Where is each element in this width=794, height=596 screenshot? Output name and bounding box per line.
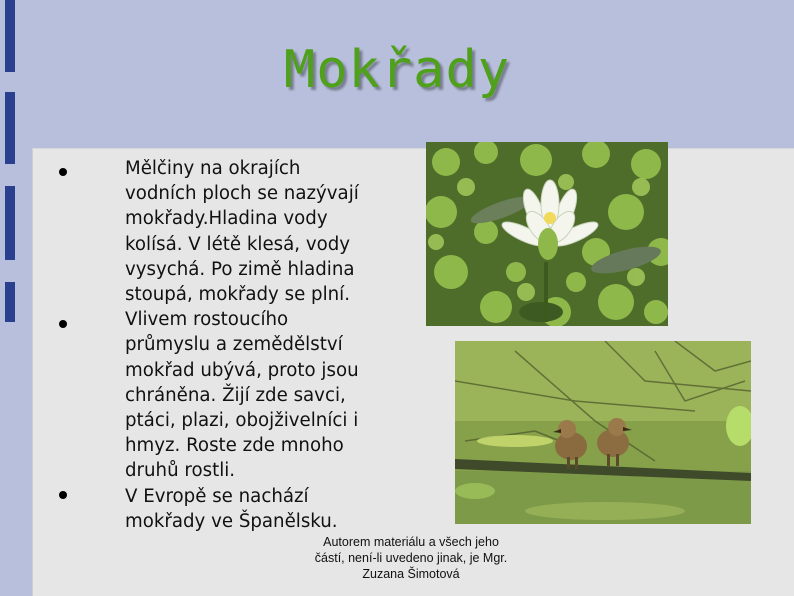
author-line: Autorem materiálu a všech jeho [323, 535, 499, 549]
bullet-dot [59, 168, 67, 176]
text-line: chráněna. Žijí zde savci, [125, 384, 346, 406]
text-line: kolísá. V létě klesá, vody [125, 233, 351, 255]
stripe-decoration [5, 282, 15, 322]
text-line: vysychá. Po zimě hladina [125, 258, 355, 280]
bullet-dot [59, 491, 67, 499]
stripe-decoration [5, 92, 15, 164]
author-line: Zuzana Šimotová [362, 567, 460, 581]
slide-title: Mokřady [283, 40, 511, 100]
text-line: Mělčiny na okrajích [125, 158, 301, 179]
author-note [296, 534, 526, 582]
text-line: V Evropě se nachází [125, 485, 309, 507]
ducks-photo [455, 341, 751, 524]
text-line: vodních ploch se nazývají [125, 183, 359, 205]
text-line: mokřady.Hladina vody [125, 208, 328, 230]
text-line: druhů rostli. [125, 460, 236, 482]
text-line: stoupá, mokřady se plní. [125, 284, 351, 306]
text-line: ptáci, plazi, obojživelníci i [125, 410, 359, 432]
stripe-decoration [5, 186, 15, 260]
text-line: mokřad ubývá, proto jsou [125, 359, 359, 381]
text-line: Vlivem rostoucího [125, 309, 289, 331]
text-line: hmyz. Roste zde mnoho [125, 435, 344, 457]
text-line: průmyslu a zemědělství [125, 334, 343, 356]
bullet-dot [59, 320, 67, 328]
text-line: mokřady ve Španělsku. [125, 510, 338, 532]
bullet-text [125, 156, 405, 534]
author-line: částí, není-li uvedeno jinak, je Mgr. [314, 551, 508, 565]
water-lily-photo [426, 142, 668, 326]
